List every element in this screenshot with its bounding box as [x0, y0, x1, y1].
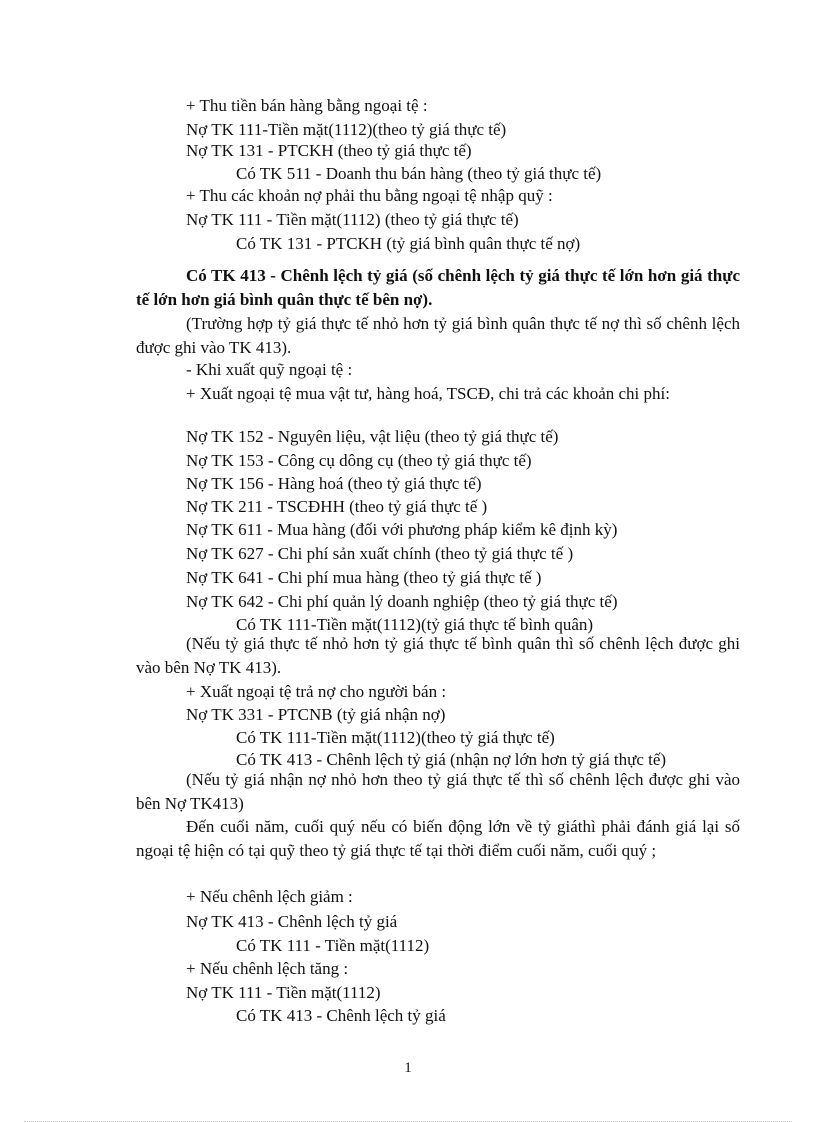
text-line: + Nếu chênh lệch giảm :: [186, 887, 353, 906]
text-line: Nợ TK 152 - Nguyên liệu, vật liệu (theo tỷ giá thực tế): [186, 427, 559, 446]
paragraph-text: (Nếu tỷ giá nhận nợ nhỏ hơn theo tỷ giá thực tế thì số chênh lệch được ghi vào bên Nợ TK413): [136, 770, 740, 813]
paragraph-text: Đến cuối năm, cuối quý nếu có biến động lớn về tỷ giáthì phải đánh giá lại số ngoại tệ hiện có tại quỹ theo tỷ giá thực tế tại thời điểm cuối năm, cuối quý ;: [136, 817, 740, 860]
paragraph: [136, 312, 740, 359]
paragraph-text: (Nếu tỷ giá thực tế nhỏ hơn tỷ giá thực tế bình quân thì số chênh lệch được ghi vào bên Nợ TK 413).: [136, 634, 740, 677]
text-line: + Xuất ngoại tệ mua vật tư, hàng hoá, TSCĐ, chi trả các khoản chi phí:: [186, 384, 670, 403]
text-line: Nợ TK 211 - TSCĐHH (theo tỷ giá thực tế ): [186, 497, 488, 516]
paragraph-text: Có TK 413 - Chênh lệch tỷ giá (số chênh lệch tỷ giá thực tế lớn hơn giá thực tế lớn hơn giá bình quân thực tế bên nợ).: [136, 266, 740, 309]
paragraph: [136, 264, 740, 311]
text-line: Nợ TK 641 - Chi phí mua hàng (theo tỷ giá thực tế ): [186, 568, 542, 587]
paragraph: [136, 815, 740, 862]
text-line: Nợ TK 642 - Chi phí quản lý doanh nghiệp (theo tỷ giá thực tế): [186, 592, 618, 611]
text-line: Nợ TK 111 - Tiền mặt(1112): [186, 983, 381, 1002]
text-line: Có TK 111 - Tiền mặt(1112): [236, 936, 430, 955]
text-line: + Thu các khoản nợ phải thu bằng ngoại tệ nhập quỹ :: [186, 186, 553, 205]
page-edge-divider: [24, 1121, 792, 1122]
text-line: Có TK 111-Tiền mặt(1112)(theo tỷ giá thực tế): [236, 728, 555, 747]
text-line: + Xuất ngoại tệ trả nợ cho người bán :: [186, 682, 447, 701]
text-line: Nợ TK 111-Tiền mặt(1112)(theo tỷ giá thực tế): [186, 120, 507, 139]
paragraph: [136, 768, 740, 815]
text-line: Có TK 111-Tiền mặt(1112)(tỷ giá thực tế bình quân): [236, 615, 594, 634]
page-number: 1: [404, 1060, 412, 1076]
text-line: Nợ TK 611 - Mua hàng (đối với phương pháp kiểm kê định kỳ): [186, 520, 618, 539]
text-line: Nợ TK 131 - PTCKH (theo tỷ giá thực tế): [186, 141, 472, 160]
paragraph-text: (Trường hợp tỷ giá thực tế nhỏ hơn tỷ giá bình quân thực tế nợ thì số chênh lệch được ghi vào TK 413).: [136, 314, 740, 357]
paragraph: [136, 632, 740, 679]
text-line: Có TK 131 - PTCKH (tỷ giá bình quân thực tế nợ): [236, 234, 581, 253]
text-line: Có TK 413 - Chênh lệch tỷ giá (nhận nợ lớn hơn tỷ giá thực tế): [236, 750, 667, 769]
text-line: Nợ TK 413 - Chênh lệch tỷ giá: [186, 912, 398, 931]
text-line: Nợ TK 156 - Hàng hoá (theo tỷ giá thực tế): [186, 474, 482, 493]
text-line: Nợ TK 153 - Công cụ dông cụ (theo tỷ giá thực tế): [186, 451, 532, 470]
text-line: - Khi xuất quỹ ngoại tệ :: [186, 360, 353, 379]
text-line: Có TK 413 - Chênh lệch tỷ giá: [236, 1006, 446, 1025]
text-line: + Nếu chênh lệch tăng :: [186, 959, 349, 978]
text-line: Nợ TK 111 - Tiền mặt(1112) (theo tỷ giá thực tế): [186, 210, 519, 229]
text-line: Nợ TK 627 - Chi phí sản xuất chính (theo tỷ giá thực tế ): [186, 544, 574, 563]
text-line: + Thu tiền bán hàng bằng ngoại tệ :: [186, 96, 428, 115]
text-line: Có TK 511 - Doanh thu bán hàng (theo tỷ giá thực tế): [236, 164, 602, 183]
text-line: Nợ TK 331 - PTCNB (tỷ giá nhận nợ): [186, 705, 446, 724]
